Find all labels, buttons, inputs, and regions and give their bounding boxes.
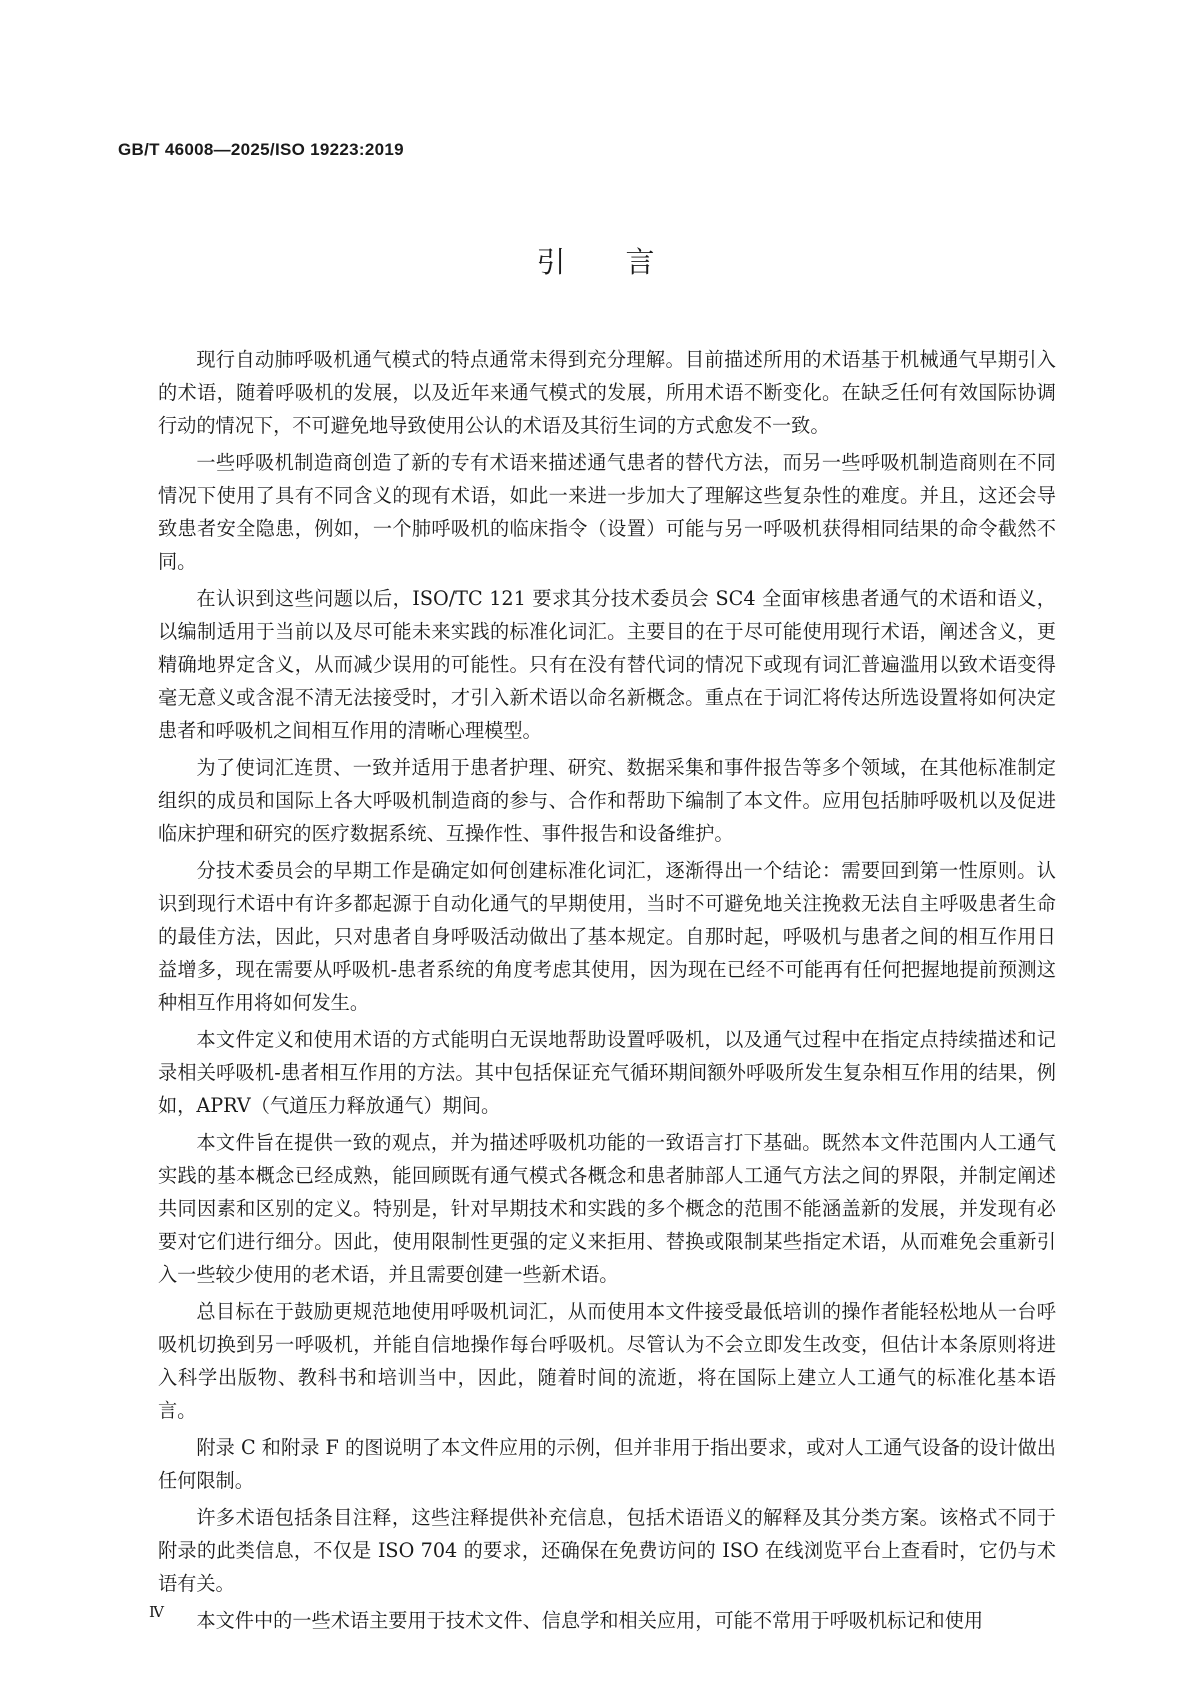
paragraph: 本文件中的一些术语主要用于技术文件、信息学和相关应用，可能不常用于呼吸机标记和使用: [196, 1609, 984, 1632]
paragraph: 为了使词汇连贯、一致并适用于患者护理、研究、数据采集和事件报告等多个领域，在其他标准制定组织的成员和国际上各大呼吸机制造商的参与、合作和帮助下编制了本文件。应用包括肺呼吸机以及促进临床护理和研究的医疗数据系统、互操作性、事件报告和设备维护。: [158, 756, 1056, 845]
standard-id: GB/T 46008—2025/ISO 19223:2019: [118, 140, 404, 159]
paragraph: 本文件定义和使用术语的方式能明白无误地帮助设置呼吸机，以及通气过程中在指定点持续描述和记录相关呼吸机-患者相互作用的方法。其中包括保证充气循环期间额外呼吸所发生复杂相互作用的结果，例如，APRV（气道压力释放通气）期间。: [158, 1028, 1056, 1117]
paragraph: 本文件旨在提供一致的观点，并为描述呼吸机功能的一致语言打下基础。既然本文件范围内人工通气实践的基本概念已经成熟，能回顾既有通气模式各概念和患者肺部人工通气方法之间的界限，并制定阐述共同因素和区别的定义。特别是，针对早期技术和实践的多个概念的范围不能涵盖新的发展，并发现有必要对它们进行细分。因此，使用限制性更强的定义来拒用、替换或限制某些指定术语，从而难免会重新引入一些较少使用的老术语，并且需要创建一些新术语。: [158, 1131, 1056, 1286]
paragraph: 许多术语包括条目注释，这些注释提供补充信息，包括术语语义的解释及其分类方案。该格式不同于附录的此类信息，不仅是 ISO 704 的要求，还确保在免费访问的 ISO 在线浏览平台上查看时，它仍与术语有关。: [158, 1506, 1056, 1595]
paragraph: 在认识到这些问题以后，ISO/TC 121 要求其分技术委员会 SC4 全面审核患者通气的术语和语义，以编制适用于当前以及尽可能未来实践的标准化词汇。主要目的在于尽可能使用现行术语，阐述含义，更精确地界定含义，从而减少误用的可能性。只有在没有替代词的情况下或现有词汇普遍滥用以致术语变得毫无意义或含混不清无法接受时，才引入新术语以命名新概念。重点在于词汇将传达所选设置将如何决定患者和呼吸机之间相互作用的清晰心理模型。: [158, 587, 1056, 742]
paragraph: 一些呼吸机制造商创造了新的专有术语来描述通气患者的替代方法，而另一些呼吸机制造商则在不同情况下使用了具有不同含义的现有术语，如此一来进一步加大了理解这些复杂性的难度。并且，这还会导致患者安全隐患，例如，一个肺呼吸机的临床指令（设置）可能与另一呼吸机获得相同结果的命令截然不同。: [158, 451, 1056, 573]
page-footer: [149, 1603, 164, 1621]
document-body: [158, 343, 1056, 1641]
paragraph: 附录 C 和附录 F 的图说明了本文件应用的示例，但并非用于指出要求，或对人工通气设备的设计做出任何限制。: [158, 1436, 1056, 1492]
paragraph: 分技术委员会的早期工作是确定如何创建标准化词汇，逐渐得出一个结论：需要回到第一性原则。认识到现行术语中有许多都起源于自动化通气的早期使用，当时不可避免地关注挽救无法自主呼吸患者生命的最佳方法，因此，只对患者自身呼吸活动做出了基本规定。自那时起，呼吸机与患者之间的相互作用日益增多，现在需要从呼吸机-患者系统的角度考虑其使用，因为现在已经不可能再有任何把握地提前预测这种相互作用将如何发生。: [158, 859, 1056, 1014]
page-number: Ⅳ: [149, 1603, 164, 1621]
paragraph: 现行自动肺呼吸机通气模式的特点通常未得到充分理解。目前描述所用的术语基于机械通气早期引入的术语，随着呼吸机的发展，以及近年来通气模式的发展，所用术语不断变化。在缺乏任何有效国际协调行动的情况下，不可避免地导致使用公认的术语及其衍生词的方式愈发不一致。: [158, 348, 1056, 437]
document-header: [118, 140, 404, 160]
paragraph: 总目标在于鼓励更规范地使用呼吸机词汇，从而使用本文件接受最低培训的操作者能轻松地从一台呼吸机切换到另一呼吸机，并能自信地操作每台呼吸机。尽管认为不会立即发生改变，但估计本条原则将进入科学出版物、教科书和培训当中，因此，随着时间的流逝，将在国际上建立人工通气的标准化基本语言。: [158, 1300, 1056, 1422]
page-title: 引言: [536, 245, 715, 279]
